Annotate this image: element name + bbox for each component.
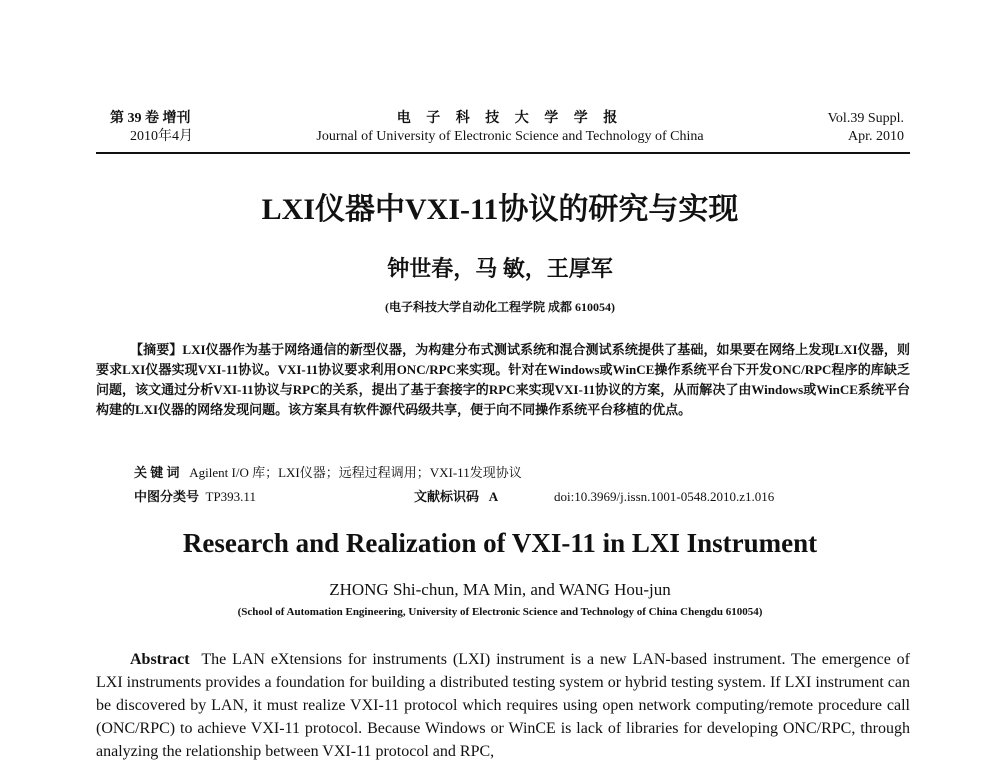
keywords-cn-text: Agilent I/O 库；LXI仪器；远程过程调用；VXI-11发现协议 [189, 465, 522, 480]
authors-cn: 钟世春，马 敏，王厚军 [387, 256, 613, 281]
affiliation-cn: (电子科技大学自动化工程学院 成都 610054) [385, 300, 615, 314]
doc-code-label: 文献标识码 [414, 489, 480, 504]
clc-value: TP393.11 [205, 489, 256, 504]
abstract-en-text: The LAN eXtensions for instruments (LXI) instrument is a new LAN-based instrument. The emergence of LXI instruments provides a foundation for building a distributed testing system or hybrid testing system. If LXI instrument can be discovered by LAN, it must realize VXI-11 protocol which requires using open network computing/remote procedure call (ONC/RPC) to achieve VXI-11 protocol. Because Windows or WinCE is lack of libraries for developing ONC/RPC, through analyzing the relationship between VXI-11 protocol and RPC, [96, 651, 911, 760]
keywords-cn [134, 462, 522, 481]
abstract-cn-label: 【摘要】 [130, 342, 183, 357]
abstract-en-label: Abstract [130, 651, 190, 668]
header-volume-en: Vol.39 Suppl. [827, 111, 904, 126]
paper-title-cn: LXI仪器中VXI-11协议的研究与实现 [261, 193, 739, 226]
header-volume-cn: 第 39 卷 增刊 [110, 111, 191, 126]
doi: doi:10.3969/j.issn.1001-0548.2010.z1.016 [554, 489, 775, 504]
keywords-cn-label: 关 键 词 [134, 465, 180, 480]
header-date-en: Apr. 2010 [848, 129, 904, 144]
paper-title-en: Research and Realization of VXI-11 in LXI Instrument [182, 528, 818, 558]
classification-line [134, 486, 894, 505]
clc-label: 中图分类号 [134, 489, 200, 504]
header-volume-block [110, 110, 193, 146]
header-volume-en-block [796, 110, 904, 146]
abstract-cn-text: LXI仪器作为基于网络通信的新型仪器，为构建分布式测试系统和混合测试系统提供了基础，如果要在网络上发现LXI仪器，则要求LXI仪器实现VXI-11协议。VXI-11协议要求利用ONC/RPC来实现。针对在Windows或WinCE操作系统平台下开发ONC/RPC程序的库缺乏问题，该文通过分析VXI-11协议与RPC的关系，提出了基于套接字的RPC来实现VXI-11协议的方案，从而解决了由Windows或WinCE系统平台构建的LXI仪器的网络发现问题。该方案具有软件源代码级共享，便于向不同操作系统平台移植的优点。 [96, 342, 910, 417]
header-journal-block [270, 110, 750, 146]
authors-en: ZHONG Shi-chun, MA Min, and WANG Hou-jun [329, 580, 671, 599]
affiliation-en: (School of Automation Engineering, University of Electronic Science and Technology of China Chengdu 610054) [237, 606, 763, 618]
doc-code-value: A [488, 489, 499, 504]
journal-name-en: Journal of University of Electronic Science and Technology of China [316, 129, 704, 144]
journal-name-cn: 电 子 科 技 大 学 学 报 [396, 111, 624, 126]
header-date-cn: 2010年4月 [130, 129, 193, 144]
abstract-cn [96, 340, 910, 420]
header-rule [96, 152, 910, 154]
abstract-en [96, 648, 910, 763]
